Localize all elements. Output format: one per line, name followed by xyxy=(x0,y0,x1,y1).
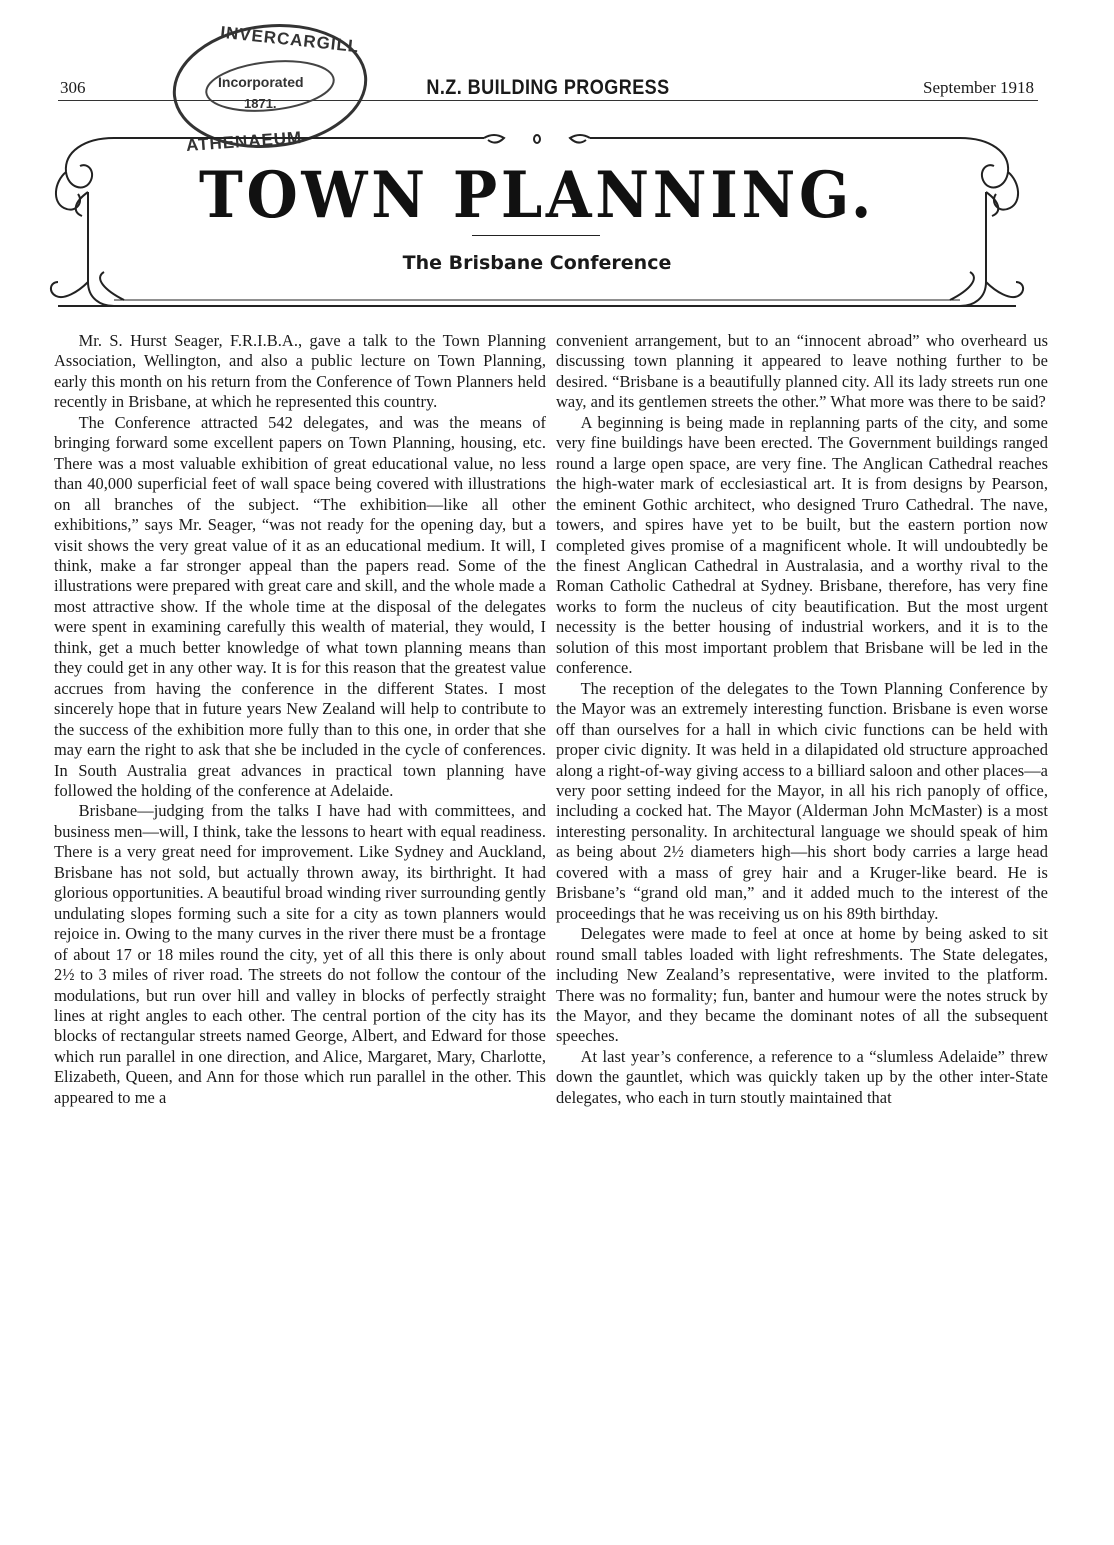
paragraph: Brisbane—judging from the talks I have had with committees, and business men—will, I think, take the lessons to heart with equal readiness. There is a very great need for improvement. Like Sydney and Auckland, Brisbane has not sold, but actually thrown away, its birthright. It had glorious opportunities. A beautiful broad winding river surrounding gently undulating slopes forming such a site for a city as town planners would rejoice in. Owing to the many curves in the river there must be a frontage of about 17 or 18 miles round the city, yet of all this there is only about 2½ to 3 miles of river road. The streets do not follow the contour of the modulations, but run over hill and valley in blocks of perfectly straight lines at right angles to each other. The central portion of the city has its blocks of rectangular streets named George, Albert, and Edward for those which run parallel in one direction, and Alice, Margaret, Mary, Charlotte, Elizabeth, Queen, and Ann for those which run parallel in the other. This appeared to me a xyxy=(54,801,546,1107)
paragraph: At last year’s conference, a reference to a “slumless Adelaide” threw down the gauntlet, which was quickly taken up by the other inter-State delegates, who each in turn stoutly maintained that xyxy=(556,1046,1048,1107)
paragraph: Delegates were made to feel at once at home by being asked to sit round small tables loaded with light refreshments. The State delegates, including New Zealand’s representative, were invited to the platform. There was no formality; fun, banter and humour were the notes struck by the Mayor, and they became the dominant notes of all the subsequent speeches. xyxy=(556,924,1048,1046)
page-number: 306 xyxy=(60,78,86,97)
left-column xyxy=(54,331,546,1108)
paragraph: A beginning is being made in replanning parts of the city, and some very fine buildings have been erected. The Government buildings ranged round a large open space, are very fine. The Anglican Cathedral reaches the high-water mark of ecclesiastical art. It is from designs by Pearson, the eminent Gothic architect, who designed Truro Cathedral. The nave, towers, and spires have yet to be built, but the eastern portion now completed gives promise of a magnificent whole. It will undoubtedly be the finest Anglican Cathedral in Australasia, and a worthy rival to the Roman Catholic Cathedral at Sydney. Brisbane, therefore, has very fine works to form the nucleus of city beautification. But the most urgent necessity is the better housing of industrial workers, and it is to the solution of this most important problem that Brisbane will be led in the conference. xyxy=(556,412,1048,678)
issue-date: September 1918 xyxy=(923,78,1034,97)
right-column xyxy=(556,331,1048,1108)
publication-title: N.Z. BUILDING PROGRESS xyxy=(426,76,670,99)
stamp-bottom-text: ATHENAEUM xyxy=(185,127,303,156)
paragraph: Mr. S. Hurst Seager, F.R.I.B.A., gave a talk to the Town Planning Association, Wellington, and also a public lecture on Town Planning, early this month on his return from the Conference of Town Planners held recently in Brisbane, at which he represented this country. xyxy=(54,331,546,412)
article-title: TOWN PLANNING. xyxy=(198,158,876,233)
stamp-middle-text: Incorporated xyxy=(218,74,304,90)
paragraph-continuation: convenient arrangement, but to an “innocent abroad” who overheard us discussing town planning it appeared to leave nothing further to be desired. “Brisbane is a beautifully planned city. All its lady streets run one way, and its gentlemen streets the other.” What more was there to be said? xyxy=(556,331,1048,412)
paragraph: The Conference attracted 542 delegates, and was the means of bringing forward some excellent papers on Town Planning, housing, etc. There was a most valuable exhibition of great educational value, no less than 40,000 superficial feet of wall space being covered with illustrations on all branches of the subject. “The exhibition—like all other exhibitions,” says Mr. Seager, “was not ready for the opening day, but a visit shows the very great value of it as an educational medium. It will, I think, make a far stronger appeal than the papers read. Some of the illustrations were prepared with great care and skill, and the whole made a most attractive show. If the whole time at the disposal of the delegates were spent in examining carefully this wealth of material, they would, I think, get a much better knowledge of what town planning means than they could get in any other way. It is for this reason that the greatest value accrues from having the conference in the different States. I most sincerely hope that in future years New Zealand will help to contribute to the success of the exhibition more fully than to this one, in order that she may earn the right to ask that she be included in the cycle of conferences. In South Australia great advances in practical town planning have followed the holding of the conference at Adelaide. xyxy=(54,412,546,800)
stamp-year-text: 1871. xyxy=(244,96,277,111)
title-frame xyxy=(44,132,1030,318)
stamp-top-text: INVERCARGILL xyxy=(219,22,361,57)
paragraph: The reception of the delegates to the Town Planning Conference by the Mayor was an extremely interesting function. Brisbane is even worse off than ourselves for a hall in which civic functions can be held with proper civic dignity. It was held in a dilapidated old structure approached along a right-of-way giving access to a billiard saloon and other places—a very poor setting indeed for the Mayor, in all his rich panoply of office, including a cocked hat. The Mayor (Alderman John McMaster) is a most interesting personality. In architectural language we should speak of him as being about 2½ diameters high—his short body carries a large head covered with a mass of grey hair and a Kruger-like beard. He is Brisbane’s “grand old man,” and it added much to the interest of the proceedings that he was receiving us on his 89th birthday. xyxy=(556,678,1048,923)
article-subtitle: The Brisbane Conference xyxy=(402,252,672,274)
title-divider xyxy=(472,235,600,236)
